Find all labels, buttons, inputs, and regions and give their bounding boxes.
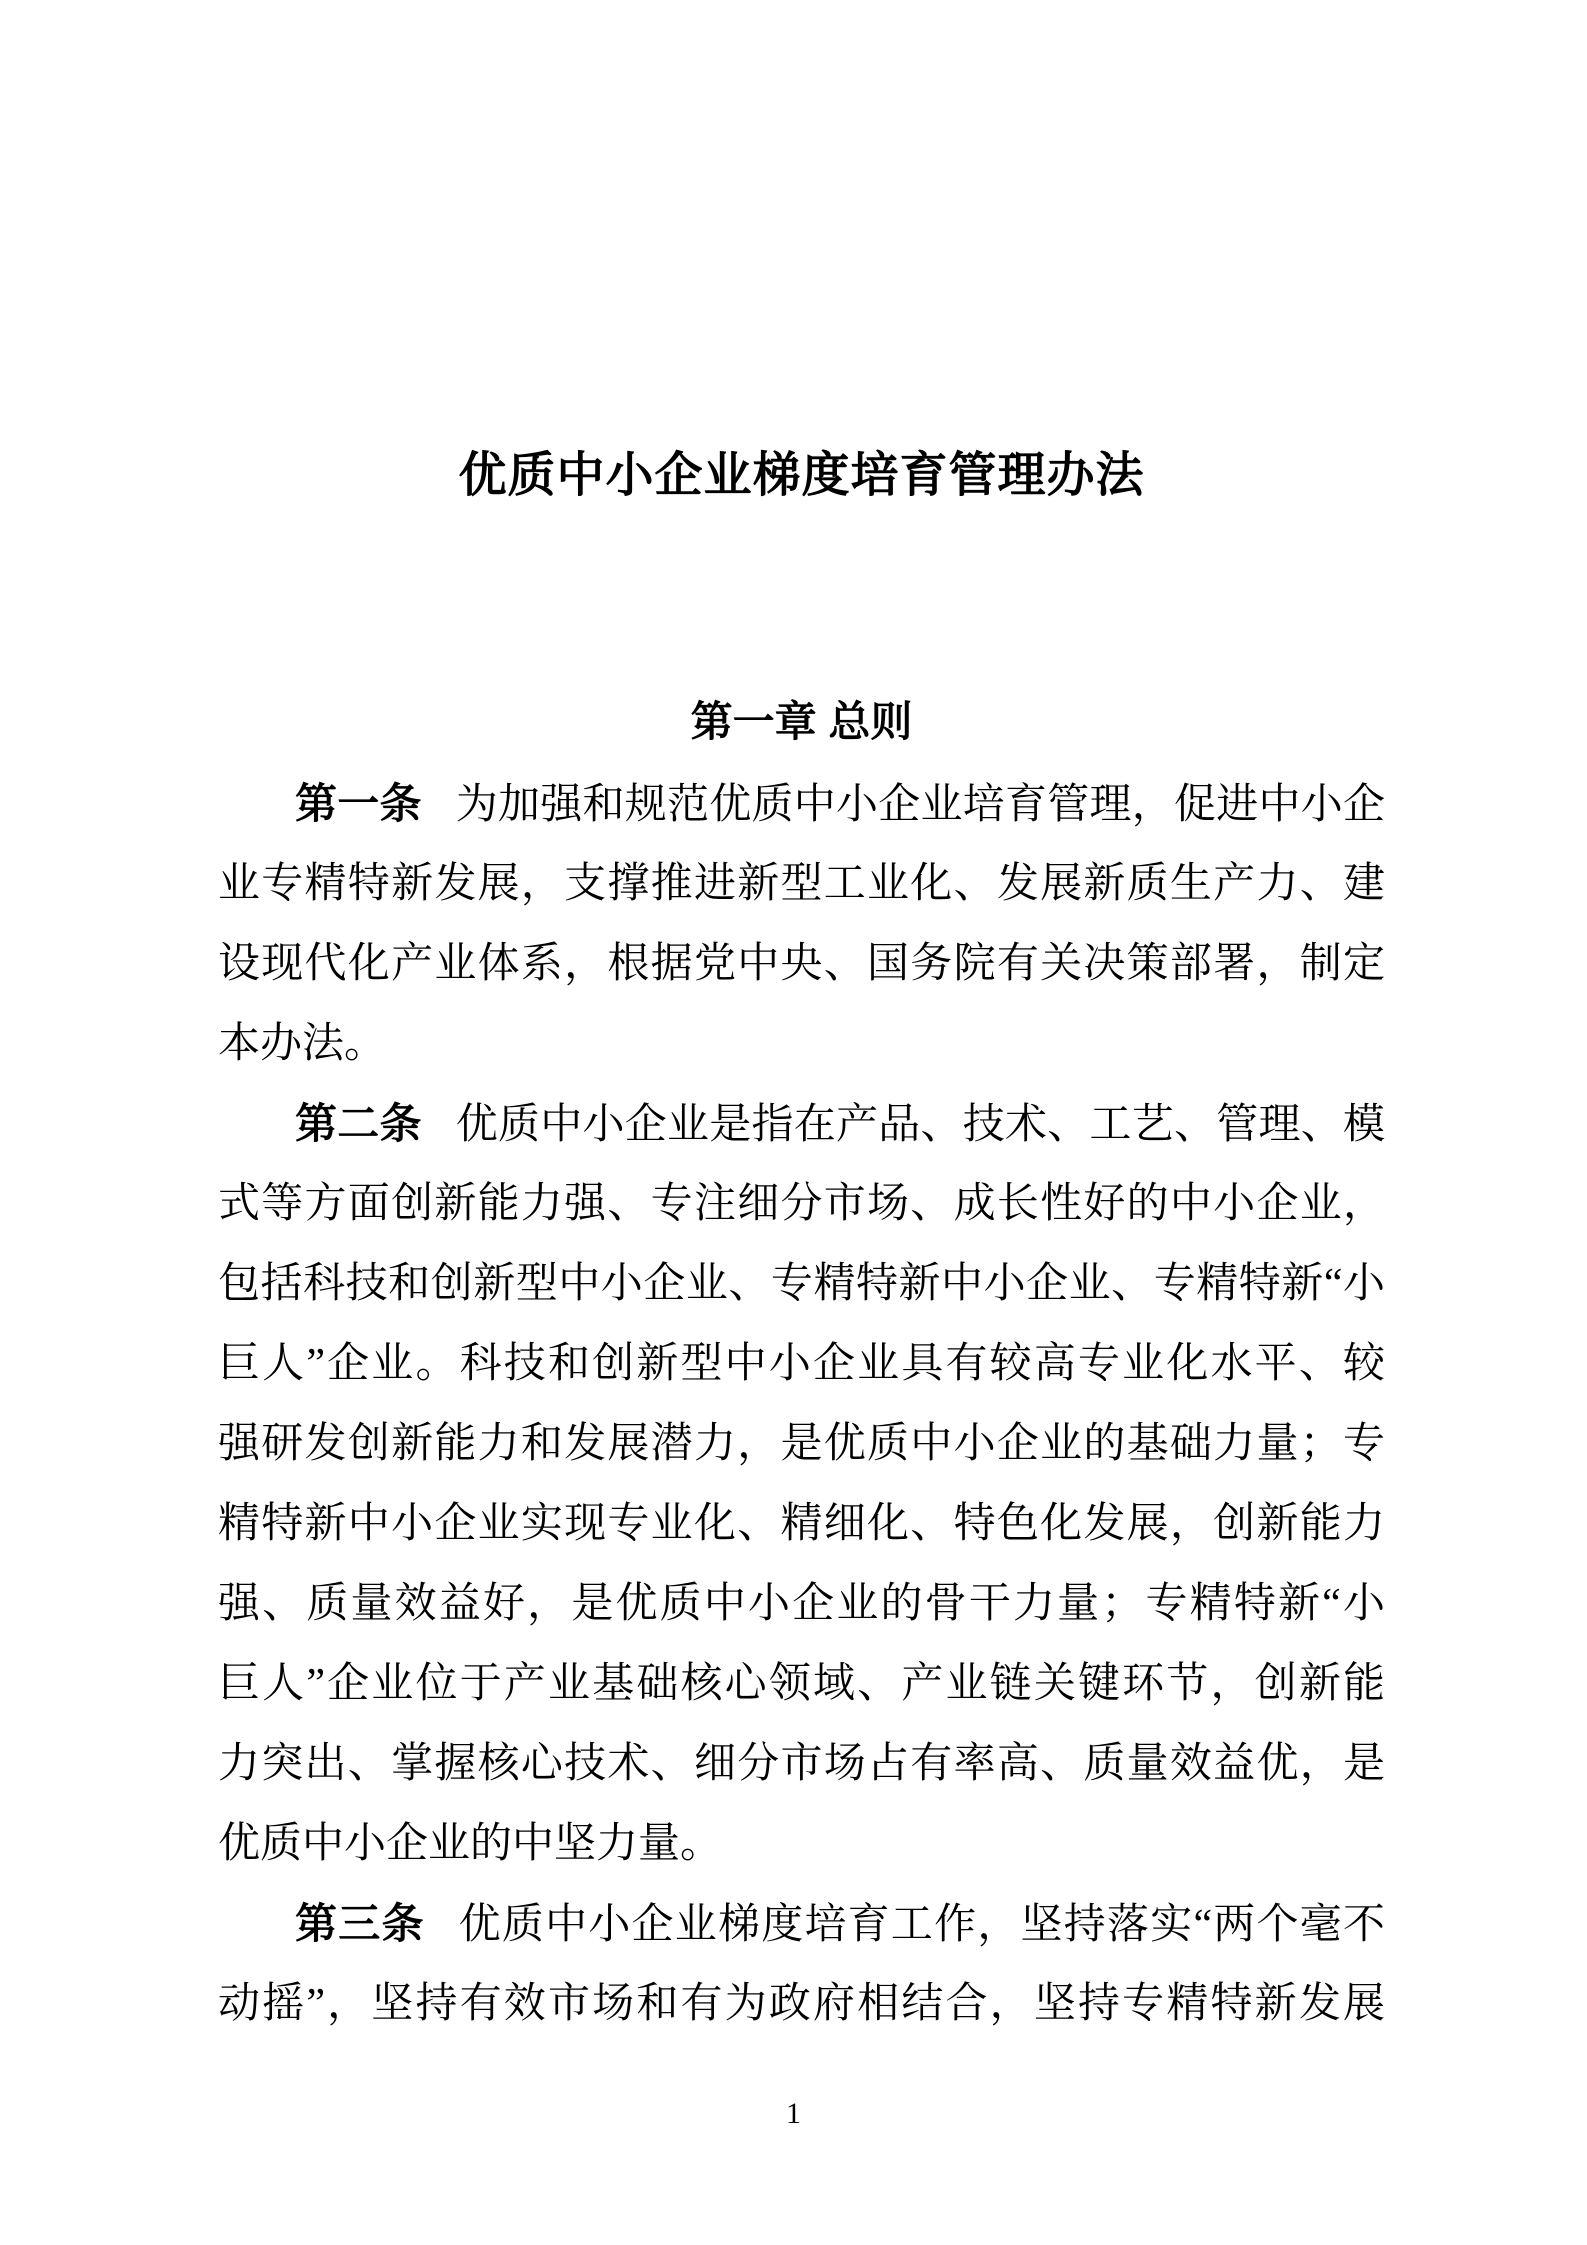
document-body — [218, 764, 1385, 2044]
text-line — [218, 1084, 1385, 1164]
line-text: 精特新中小企业实现专业化、精细化、特色化发展，创新能力 — [218, 1501, 1385, 1547]
line-text: 业专精特新发展，支撑推进新型工业化、发展新质生产力、建 — [218, 861, 1385, 907]
line-text: 巨人”企业位于产业基础核心领域、产业链关键环节，创新能 — [218, 1661, 1385, 1707]
line-text: 优质中小企业梯度培育工作，坚持落实“两个毫不 — [458, 1902, 1385, 1948]
text-line — [218, 1964, 1385, 2044]
text-line — [218, 1644, 1385, 1724]
line-text: 巨人”企业。科技和创新型中小企业具有较高专业化水平、较 — [218, 1341, 1385, 1387]
line-text: 强研发创新能力和发展潜力，是优质中小企业的基础力量；专 — [218, 1421, 1385, 1467]
article-number: 第一条 — [295, 780, 422, 827]
text-line — [218, 924, 1385, 1004]
text-line — [218, 1404, 1385, 1484]
line-text: 式等方面创新能力强、专注细分市场、成长性好的中小企业， — [218, 1181, 1385, 1227]
line-text: 优质中小企业的中坚力量。 — [218, 1821, 723, 1867]
line-text: 设现代化产业体系，根据党中央、国务院有关决策部署，制定 — [218, 941, 1385, 987]
chapter-heading: 第一章 总则 — [690, 698, 913, 745]
text-line — [218, 1564, 1385, 1644]
article-number: 第三条 — [295, 1900, 425, 1947]
line-text: 动摇”，坚持有效市场和有为政府相结合，坚持专精特新发展 — [218, 1981, 1385, 2027]
line-text: 包括科技和创新型中小企业、专精特新中小企业、专精特新“小 — [218, 1261, 1385, 1307]
text-line — [218, 1244, 1385, 1324]
line-text: 力突出、掌握核心技术、细分市场占有率高、质量效益优，是 — [218, 1741, 1385, 1787]
text-line — [218, 1884, 1385, 1964]
line-text: 强、质量效益好，是优质中小企业的骨干力量；专精特新“小 — [218, 1581, 1385, 1627]
text-line — [218, 1004, 1385, 1084]
text-line — [218, 1164, 1385, 1244]
text-line — [218, 1484, 1385, 1564]
line-text: 本办法。 — [218, 1021, 387, 1067]
text-line — [218, 844, 1385, 924]
page-number: 1 — [786, 2097, 801, 2130]
text-line — [218, 1324, 1385, 1404]
text-line — [218, 1804, 1385, 1884]
text-line — [218, 1724, 1385, 1804]
text-line — [218, 764, 1385, 844]
line-text: 优质中小企业是指在产品、技术、工艺、管理、模 — [455, 1102, 1385, 1148]
document-title: 优质中小企业梯度培育管理办法 — [458, 449, 1145, 502]
article-number: 第二条 — [295, 1100, 422, 1147]
line-text: 为加强和规范优质中小企业培育管理，促进中小企 — [455, 782, 1385, 828]
